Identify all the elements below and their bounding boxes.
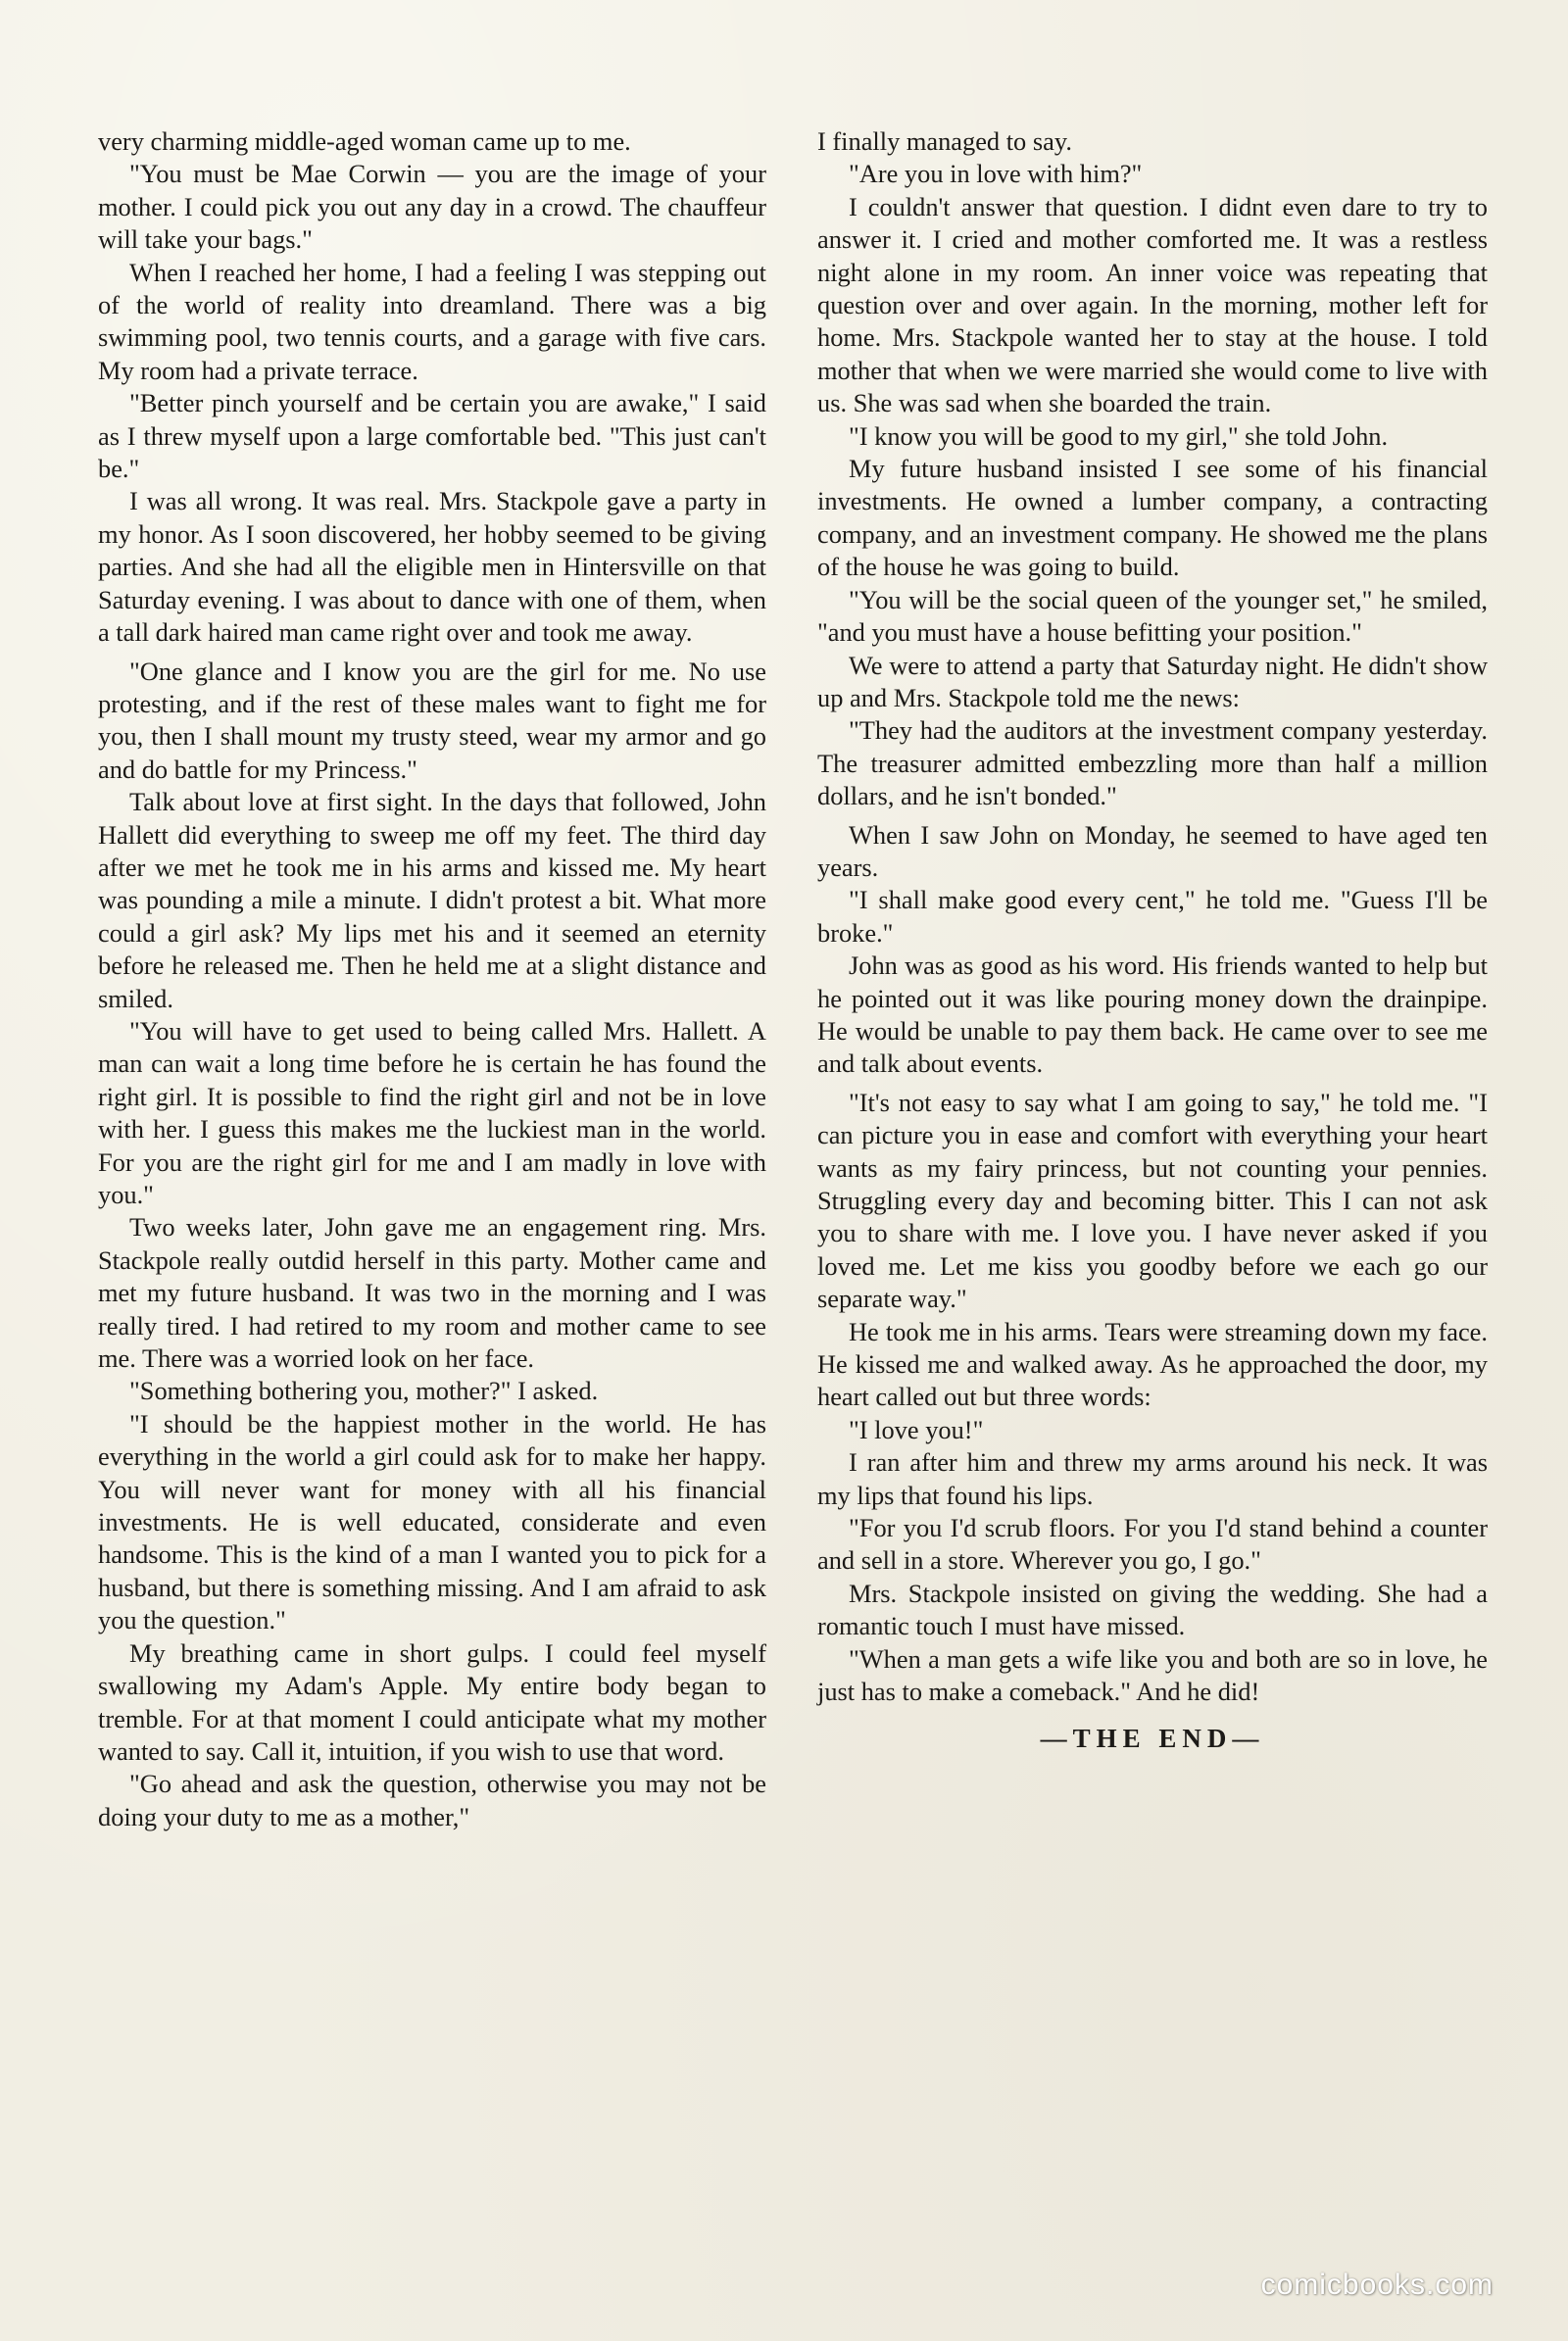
paragraph: "One glance and I know you are the girl for me. No use protesting, and if the rest of these males want to fight me for you, then I shall mount my trusty steed, wear my armor and go and do battle for my Princess." (98, 656, 766, 784)
paragraph: "When a man gets a wife like you and both are so in love, he just has to make a comeback." And he did! (817, 1643, 1488, 1707)
the-end-marker: —THE END— (1040, 1723, 1265, 1753)
paragraph: "I know you will be good to my girl," she told John. (849, 420, 1389, 451)
paragraph: Talk about love at first sight. In the days that followed, John Hallett did everything to sweep me off my feet. The third day after we met he took me in his arms and kissed me. My heart was pounding a mile a minute. I didn't protest a bit. What more could a girl ask? My lips met his and it seemed an eternity before he released me. Then he held me at a slight distance and smiled. (98, 787, 766, 1013)
paragraph: I couldn't answer that question. I didnt even dare to try to answer it. I cried and mother comforted me. It was a restless night alone in my room. An inner voice was repeating that question over and over again. In the morning, mother left for home. Mrs. Stackpole wanted her to stay at the house. I told mother that when we were married she would come to live with us. She was sad when she boarded the train. (817, 191, 1488, 418)
paragraph: My breathing came in short gulps. I could feel myself swallowing my Adam's Apple. My entire body began to tremble. For at that moment I could anticipate what my mother wanted to say. Call it, intuition, if you wish to use that word. (98, 1637, 766, 1766)
right-text-column (817, 125, 1488, 1755)
paragraph: "Something bothering you, mother?" I asked. (129, 1376, 599, 1406)
paragraph: "I shall make good every cent," he told me. "Guess I'll be broke." (817, 885, 1488, 948)
paragraph: When I saw John on Monday, he seemed to have aged ten years. (817, 819, 1488, 882)
paragraph: We were to attend a party that Saturday night. He didn't show up and Mrs. Stackpole told me the news: (817, 650, 1488, 712)
paragraph: "You must be Mae Corwin — you are the image of your mother. I could pick you out any day in a crowd. The chauffeur will take your bags." (98, 159, 766, 255)
paragraph: When I reached her home, I had a feeling I was stepping out of the world of reality into dreamland. There was a big swimming pool, two tennis courts, and a garage with five cars. My room had a private terrace. (98, 257, 766, 385)
site-watermark: comicbooks.com (1260, 2268, 1494, 2301)
paragraph: "For you I'd scrub floors. For you I'd stand behind a counter and sell in a store. Wherever you go, I go." (817, 1513, 1488, 1576)
paragraph: very charming middle-aged woman came up to me. (98, 126, 631, 156)
paragraph: "Are you in love with him?" (849, 159, 1143, 189)
paragraph: Two weeks later, John gave me an engagement ring. Mrs. Stackpole really outdid herself in this party. Mother came and met my future husband. It was two in the morning and I was really tired. I had retired to my room and mother came to see me. There was a worried look on her face. (98, 1212, 766, 1374)
paragraph: "You will be the social queen of the younger set," he smiled, "and you must have a house befitting your position." (817, 584, 1488, 648)
paragraph: My future husband insisted I see some of his financial investments. He owned a lumber company, a contracting company, and an investment company. He showed me the plans of the house he was going to build. (817, 454, 1488, 582)
paragraph: "Better pinch yourself and be certain you are awake," I said as I threw myself upon a large comfortable bed. "This just can't be." (98, 388, 766, 484)
paragraph: "I love you!" (849, 1414, 984, 1444)
paragraph: Mrs. Stackpole insisted on giving the wedding. She had a romantic touch I must have missed. (817, 1578, 1488, 1641)
paragraph: I ran after him and threw my arms around his neck. It was my lips that found his lips. (817, 1447, 1488, 1510)
paragraph: I was all wrong. It was real. Mrs. Stackpole gave a party in my honor. As I soon discovered, her hobby seemed to be giving parties. And she had all the eligible men in Hintersville on that Saturday evening. I was about to dance with one of them, when a tall dark haired man came right over and took me away. (98, 486, 766, 648)
paragraph: "It's not easy to say what I am going to say," he told me. "I can picture you in ease and comfort with everything your heart wants as my fairy princess, but not counting your pennies. Struggling every day and becoming bitter. This I can not ask you to share with me. I love you. I have never asked if you loved me. Let me kiss you goodby before we each go our separate way." (817, 1087, 1488, 1314)
paragraph: John was as good as his word. His friends wanted to help but he pointed out it was like pouring money down the drainpipe. He would be unable to pay them back. He came over to see me and talk about events. (817, 951, 1488, 1079)
paragraph: "They had the auditors at the investment company yesterday. The treasurer admitted embezzling more than half a million dollars, and he isn't bonded." (817, 715, 1488, 811)
paragraph: "Go ahead and ask the question, otherwise you may not be doing your duty to me as a mother," (98, 1769, 766, 1831)
left-text-column (98, 125, 766, 1833)
paragraph: "You will have to get used to being called Mrs. Hallett. A man can wait a long time before he is certain he has found the right girl. It is possible to find the right girl and not be in love with her. I guess this makes me the luckiest man in the world. For you are the right girl for me and I am madly in love with you." (98, 1015, 766, 1209)
paragraph: I finally managed to say. (817, 126, 1072, 156)
paragraph: "I should be the happiest mother in the world. He has everything in the world a girl could ask for to make her happy. You will never want for money with all his financial investments. He is well educated, considerate and even handsome. This is the kind of a man I wanted you to pick for a husband, but there is something missing. And I am afraid to ask you the question." (98, 1408, 766, 1635)
paragraph: He took me in his arms. Tears were streaming down my face. He kissed me and walked away. As he approached the door, my heart called out but three words: (817, 1316, 1488, 1412)
